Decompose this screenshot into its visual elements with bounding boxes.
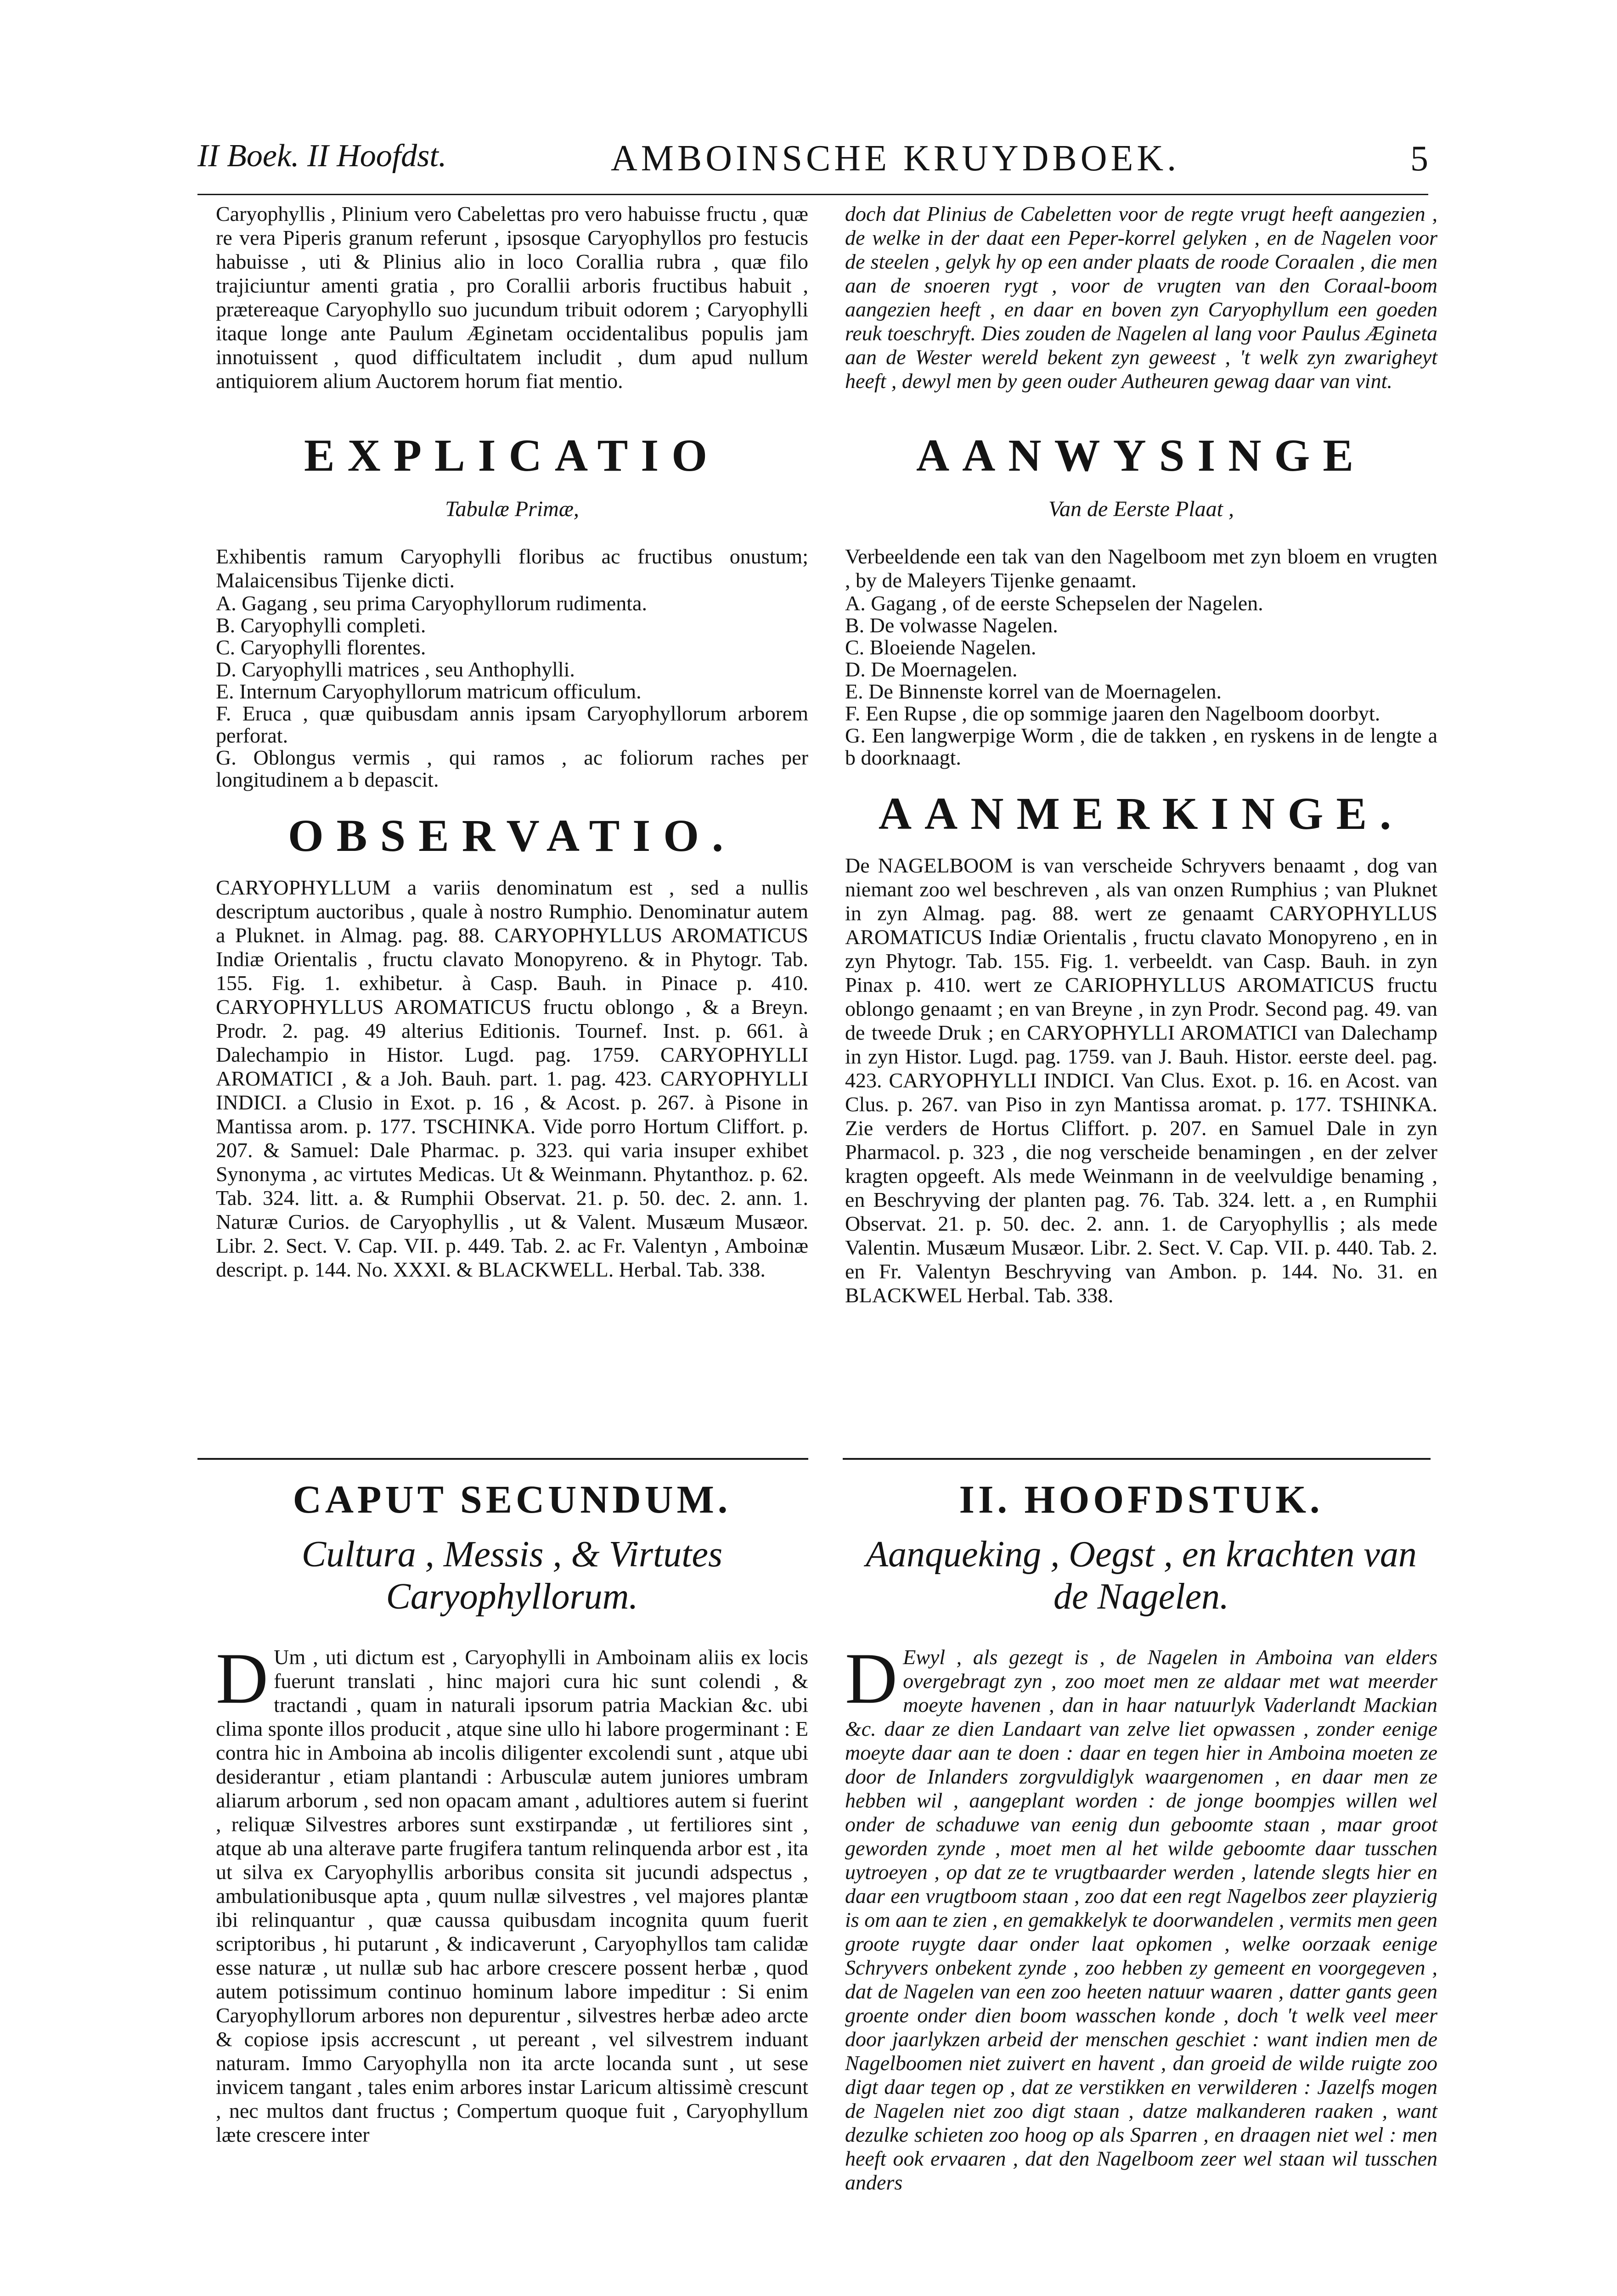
explicatio-subheading: Tabulæ Primæ, bbox=[445, 497, 579, 521]
aanwysinge-heading: AANWYSINGE bbox=[916, 430, 1367, 481]
left-column bbox=[216, 202, 808, 1282]
dutch-intro: doch dat Plinius de Cabeletten voor de regte vrugt heeft aangezien , de welke in der daat een Peper-korrel gelyken , en de Nagelen voor de steelen , gelyk hy op een ander plaats de roode Coraalen , die men aan de snoeren rygt , voor de vrugten van den Coraal-boom aangezien heeft , en daar en boven zyn Caryophyllum een goeden reuk toeschryft. Dies zouden de Nagelen al lang voor Paulus Ægineta aan de Wester wereld bekent zyn geweest , 't welk zyn zwarigheyt heeft , dewyl men by geen ouder Autheuren gewag daar van vint. bbox=[845, 202, 1437, 393]
observatio-text: CARYOPHYLLUM a variis denominatum est , sed a nullis descriptum auctoribus , quale à nostro Rumphio. Denominatur autem a Pluknet. in Almag. pag. 88. CARYOPHYLLUS AROMATICUS Indiæ Orientalis , fructu clavato Monopyreno. & in Phytogr. Tab. 155. Fig. 1. exhibetur. à Casp. Bauh. in Pinace p. 410. CARYOPHYLLUS AROMATICUS fructu oblongo , & a Breyn. Prodr. 2. pag. 49 alterius Editionis. Tournef. Inst. p. 661. à Dalechampio in Histor. Lugd. pag. 1759. CARYOPHYLLI AROMATICI , & a Joh. Bauh. part. 1. pag. 423. CARYOPHYLLI INDICI. a Clusio in Exot. p. 16 , & Acost. p. 267. à Pisone in Mantissa arom. p. 177. TSCHINKA. Vide porro Hortum Cliffort. p. 207. & Samuel: Dale Pharmac. p. 323. qui varia insuper exhibet Synonyma , ac virtutes Medicas. Ut & Weinmann. Phytanthoz. p. 62. Tab. 324. litt. a. & Rumphii Observat. 21. p. 50. dec. 2. ann. 1. Naturæ Curios. de Caryophyllis , ut & Valent. Musæum Musæor. Libr. 2. Sect. V. Cap. VII. p. 449. Tab. 2. ac Fr. Valentyn , Amboinæ descript. p. 144. No. XXXI. & BLACKWELL. Herbal. Tab. 338. bbox=[216, 876, 808, 1281]
hoofdstuk-subheading: Aanqueking , Oegst , en krachten van de Nagelen. bbox=[866, 1534, 1417, 1617]
drop-cap: D bbox=[216, 1638, 269, 1719]
drop-cap: D bbox=[845, 1638, 898, 1719]
list-item: E. Internum Caryophyllorum matricum officulum. bbox=[216, 680, 642, 703]
list-item: C. Bloeiende Nagelen. bbox=[845, 636, 1037, 659]
aanwysinge-list bbox=[845, 592, 1437, 769]
list-item: G. Oblongus vermis , qui ramos , ac foliorum raches per longitudinem a b depascit. bbox=[216, 746, 808, 791]
list-item: C. Caryophylli florentes. bbox=[216, 636, 426, 659]
left-chapter bbox=[216, 1476, 808, 2147]
list-item: A. Gagang , seu prima Caryophyllorum rudimenta. bbox=[216, 591, 647, 615]
right-section-rule bbox=[843, 1458, 1431, 1460]
caput-text bbox=[216, 1638, 808, 2147]
list-item: F. Eruca , quæ quibusdam annis ipsam Caryophyllorum arborem perforat. bbox=[216, 702, 808, 747]
observatio-heading: OBSERVATIO. bbox=[287, 810, 737, 861]
list-item: A. Gagang , of de eerste Schepselen der Nagelen. bbox=[845, 591, 1263, 615]
header-title: AMBOINSCHE KRUYDBOEK. bbox=[611, 138, 1180, 179]
aanmerkinge-text: De NAGELBOOM is van verscheide Schryvers benaamt , dog van niemant zoo wel beschreven , als van onzen Rumphius ; van Pluknet in zyn Almag. pag. 88. wert ze genaamt CARYOPHYLLUS AROMATICUS Indiæ Orientalis , fructu clavato Monopyreno , en in zyn Phytogr. Tab. 155. Fig. 1. verbeeldt. van Casp. Bauh. in zyn Pinax p. 410. wert ze CARIOPHYLLUS AROMATICUS fructu oblongo genaamt ; en van Breyne , in zyn Prodr. Second pag. 49. van de tweede Druk ; en CARYOPHYLLI AROMATICI van Dalechamp in zyn Histor. Lugd. pag. 1759. van J. Bauh. Histor. eerste deel. pag. 423. CARYOPHYLLI INDICI. Van Clus. Exot. p. 16. en Acost. van Clus. p. 267. van Piso in zyn Mantissa aromat. p. 177. TSHINKA. Zie verders de Hortus Cliffort. p. 207. en Samuel Dale in zyn Pharmacol. p. 323 , die nog verscheide benamingen , en der zelver kragten opgeeft. Als mede Weinmann in de veelvuldige benaming , en Beschryving der planten pag. 76. Tab. 324. lett. a , en Rumphii Observat. 21. p. 50. dec. 2. ann. 1. de Caryophyllis ; als mede Valentin. Musæum Musæor. Libr. 2. Sect. V. Cap. VII. p. 440. Tab. 2. en Fr. Valentyn Beschryving van Ambon. p. 144. No. 31. en BLACKWEL Herbal. Tab. 338. bbox=[845, 854, 1437, 1307]
aanwysinge-subheading: Van de Eerste Plaat , bbox=[1048, 497, 1234, 521]
running-header bbox=[197, 138, 1428, 188]
aanwysinge-intro: Verbeeldende een tak van den Nagelboom met zyn bloem en vrugten , by de Maleyers Tijenke genaamt. bbox=[845, 545, 1437, 592]
caput-heading: CAPUT SECUNDUM. bbox=[293, 1477, 732, 1521]
latin-intro: Caryophyllis , Plinium vero Cabelettas pro vero habuisse fructu , quæ re vera Piperis granum referunt , ipsosque Caryophyllos pro festucis habuisse , uti & Plinius alio in loco Corallia rubra , quæ filo trajiciuntur amenti gratia , pro Corallii arboris fructibus habuit , prætereaque Caryophyllo suo jucundum tribuit odorem ; Caryophylli itaque longe ante Paulum Æginetam occidentalibus populis jam innotuissent , quod difficultatem includit , dum apud nullum antiquiorem alium Auctorem horum fiat mentio. bbox=[216, 202, 808, 393]
right-column bbox=[845, 202, 1437, 1307]
list-item: G. Een langwerpige Worm , die de takken , en ryskens in de lengte a b doorknaagt. bbox=[845, 724, 1437, 769]
list-item: E. De Binnenste korrel van de Moernagelen. bbox=[845, 680, 1222, 703]
hoofdstuk-heading: II. HOOFDSTUK. bbox=[959, 1477, 1324, 1521]
list-item: D. Caryophylli matrices , seu Anthophylli. bbox=[216, 658, 575, 681]
explicatio-list bbox=[216, 592, 808, 791]
list-item: B. De volwasse Nagelen. bbox=[845, 613, 1058, 637]
hoofdstuk-text bbox=[845, 1638, 1437, 2195]
header-book-chapter: II Boek. II Hoofdst. bbox=[197, 138, 447, 174]
explicatio-heading: EXPLICATIO bbox=[304, 430, 721, 481]
aanmerkinge-heading: AANMERKINGE. bbox=[878, 788, 1404, 839]
left-section-rule bbox=[197, 1458, 808, 1460]
list-item: F. Een Rupse , die op sommige jaaren den Nagelboom doorbyt. bbox=[845, 702, 1380, 725]
right-chapter bbox=[845, 1476, 1437, 2195]
explicatio-intro: Exhibentis ramum Caryophylli floribus ac fructibus onustum; Malaicensibus Tijenke dicti. bbox=[216, 545, 808, 592]
caput-subheading: Cultura , Messis , & Virtutes Caryophyllorum. bbox=[301, 1534, 723, 1617]
hoofdstuk-body: Ewyl , als gezegt is , de Nagelen in Amboina van elders overgebragt zyn , zoo moet men ze aldaar met wat meerder moeyte havenen , dan in haar natuurlyk Vaderlandt Mackian &c. daar ze dien Landaart van zelve liet opwassen , zonder eenige moeyte daar aan te doen : daar en tegen hier in Amboina moeten ze door de Inlanders zorgvuldiglyk waargenomen , en daar men ze hebben wil , aangeplant worden : de jonge boompjes willen wel onder de schaduwe van eenig dun geboomte staan , maar groot geworden zynde , moet men al het wilde geboomte daar tusschen uytroeyen , op dat ze te vrugtbaarder werden , latende slegts hier en daar een vrugtboom staan , zoo dat een regt Nagelbos zeer playzierig is om aan te zien , en gemakkelyk te doorwandelen , vermits men geen groote ruygte daar onder laat opkomen , welke oorzaak eenige Schryvers onbekent zynde , zoo hebben zy gemeent en voorgegeven , dat de Nagelen van een zoo heeten natuur waaren , datter gants geen groente onder dien boom wasschen konde , doch 't welk veel meer door jaarlykzen arbeid der menschen geschiet : want indien men de Nagelboomen niet zuivert en havent , dan groeid de wilde ruigte zoo digt daar tegen op , dat ze verstikken en verwilderen : Jazelfs mogen de Nagelen niet zoo digt staan , datze malkanderen raaken , want dezulke schieten zoo hoog op als Sparren , en draagen niet wel : men heeft ook ervaaren , dat den Nagelboom zeer wel staan wil tusschen anders bbox=[845, 1645, 1437, 2194]
list-item: B. Caryophylli completi. bbox=[216, 613, 426, 637]
list-item: D. De Moernagelen. bbox=[845, 658, 1018, 681]
caput-body: Um , uti dictum est , Caryophylli in Amboinam aliis ex locis fuerunt translati , hinc majori cura hic sunt colendi , & tractandi , quam in naturali ipsorum patria Mackian &c. ubi clima sponte illos producit , atque sine ullo hi labore progerminant : E contra hic in Amboina ab incolis diligenter excolendi sunt , atque ubi desiderantur , etiam plantandi : Arbusculæ autem juniores umbram aliarum arborum , sed non opacam amant , adultiores autem si fuerint , reliquæ Silvestres arbores sunt exstirpandæ , ut fertiliores sint , atque ab una alterave parte frugifera tantum relinquenda arbor est , ita ut silva ex Caryophyllis arboribus consita sit jucundi adspectus , ambulationibusque apta , quum nullæ silvestres , vel majores plantæ ibi relinquantur , quæ caussa quibusdam incognita quum fuerit scriptoribus , hi putarunt , & indicaverunt , Caryophyllos tam calidæ esse naturæ , ut nullæ sub hac arbore crescere possent herbæ , quod autem potissimum continuo hominum labore impeditur : Si enim Caryophyllorum arbores non depurentur , silvestres herbæ adeo arcte & copiose ipsis accrescunt , ut pereant , vel silvestrem induant naturam. Immo Caryophylla non ita arcte locanda sunt , ut sese invicem tangant , tales enim arbores instar Laricum altissimè crescunt , nec multos dant fructus ; Compertum quoque fuit , Caryophyllum læte crescere inter bbox=[216, 1645, 808, 2146]
header-rule bbox=[197, 194, 1428, 195]
page-number: 5 bbox=[1410, 138, 1428, 178]
